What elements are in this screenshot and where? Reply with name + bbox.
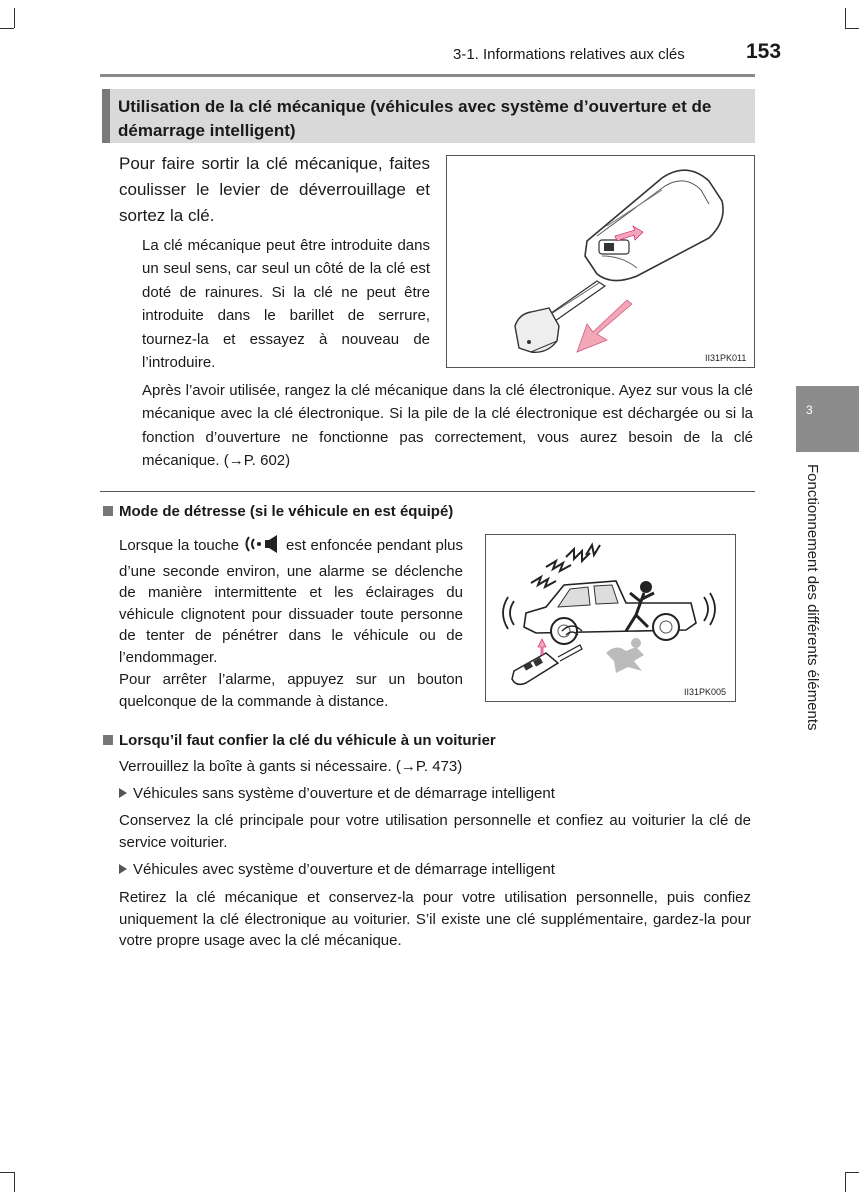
lead-paragraph: Pour faire sortir la clé mécanique, faites coulisser le levier de déverrouillage et sortez la clé. bbox=[119, 154, 430, 225]
case1-label-text: Véhicules sans système d’ouverture et de démarrage intelligent bbox=[133, 785, 555, 802]
chapter-tab-label: Fonctionnement des différents éléments bbox=[804, 464, 821, 731]
valet-heading bbox=[103, 732, 496, 749]
glovebox-paragraph: Verrouillez la boîte à gants si nécessaire. (→P. 473) bbox=[119, 758, 463, 775]
section-heading: Utilisation de la clé mécanique (véhicules avec système d’ouverture et de démarrage intelligent) bbox=[118, 97, 712, 140]
section-divider bbox=[100, 491, 755, 492]
panic-text-after: est enfoncée pendant plus d’une seconde environ, une alarme se déclenche de manière intermittente et les éclairages du véhicule clignotent pour dissuader toute personne de tenter de pénétrer dans le véhicule ou de l’endommager. bbox=[119, 537, 463, 666]
crop-mark bbox=[845, 8, 846, 28]
section-heading-bar bbox=[102, 89, 110, 143]
crop-mark bbox=[0, 28, 14, 29]
panic-button-icon bbox=[243, 534, 281, 561]
crop-mark bbox=[14, 8, 15, 28]
figure-panic-mode bbox=[485, 534, 736, 702]
case2-paragraph: Retirez la clé mécanique et conservez-la pour votre utilisation personnelle, puis confiez uniquement la clé électronique au voiturier. S’il existe une clé supplémentaire, gardez-la pour votre propre usage avec la clé mécanique. bbox=[119, 889, 751, 949]
note-paragraph: La clé mécanique peut être introduite dans un seul sens, car seul un côté de la clé est doté de rainures. Si la clé ne peut être introduite dans le barillet de serrure, tournez-la et essayez à nouveau de l’introduire. bbox=[142, 237, 430, 372]
after-use-paragraph: Après l’avoir utilisée, rangez la clé mécanique dans la clé électronique. Ayez sur vous la clé mécanique avec la clé électronique. Si la pile de la clé électronique est déchargée ou si la fonction d’ouverture ne fonctionne pas correctement, vous aurez besoin de la clé mécanique. (→P. 602) bbox=[142, 382, 753, 470]
chapter-side-tab bbox=[796, 386, 859, 452]
case1-paragraph: Conservez la clé principale pour votre utilisation personnelle et confiez au voiturier la clé de service voiturier. bbox=[119, 812, 751, 851]
panic-mode-heading bbox=[103, 503, 453, 520]
valet-heading-text: Lorsqu’il faut confier la clé du véhicule à un voiturier bbox=[119, 732, 496, 749]
page-number: 153 bbox=[746, 40, 782, 63]
case2-label bbox=[119, 859, 751, 881]
chapter-title: 3-1. Informations relatives aux clés bbox=[453, 46, 685, 63]
crop-mark bbox=[845, 1172, 846, 1192]
case1-label bbox=[119, 783, 751, 805]
crop-mark bbox=[845, 28, 859, 29]
panic-mode-heading-text: Mode de détresse (si le véhicule en est équipé) bbox=[119, 503, 454, 520]
case2-label-text: Véhicules avec système d’ouverture et de démarrage intelligent bbox=[133, 861, 555, 878]
header-rule bbox=[100, 74, 755, 77]
triangle-bullet-icon bbox=[119, 788, 127, 798]
figure-mechanical-key bbox=[446, 155, 755, 368]
panic-stop-paragraph: Pour arrêter l’alarme, appuyez sur un bouton quelconque de la commande à distance. bbox=[119, 671, 463, 710]
square-bullet-icon bbox=[103, 506, 113, 516]
mechanical-key-illustration bbox=[447, 156, 754, 367]
square-bullet-icon bbox=[103, 735, 113, 745]
figure-label: II31PK005 bbox=[684, 687, 727, 697]
figure-label: II31PK011 bbox=[705, 353, 747, 363]
panic-paragraph bbox=[119, 534, 463, 668]
triangle-bullet-icon bbox=[119, 864, 127, 874]
crop-mark bbox=[0, 1172, 14, 1173]
panic-alarm-icon bbox=[243, 534, 281, 554]
truck-alarm-illustration bbox=[486, 535, 735, 701]
chapter-tab-number: 3 bbox=[806, 403, 813, 417]
crop-mark bbox=[14, 1172, 15, 1192]
crop-mark bbox=[845, 1172, 859, 1173]
panic-text-before: Lorsque la touche bbox=[119, 537, 239, 554]
